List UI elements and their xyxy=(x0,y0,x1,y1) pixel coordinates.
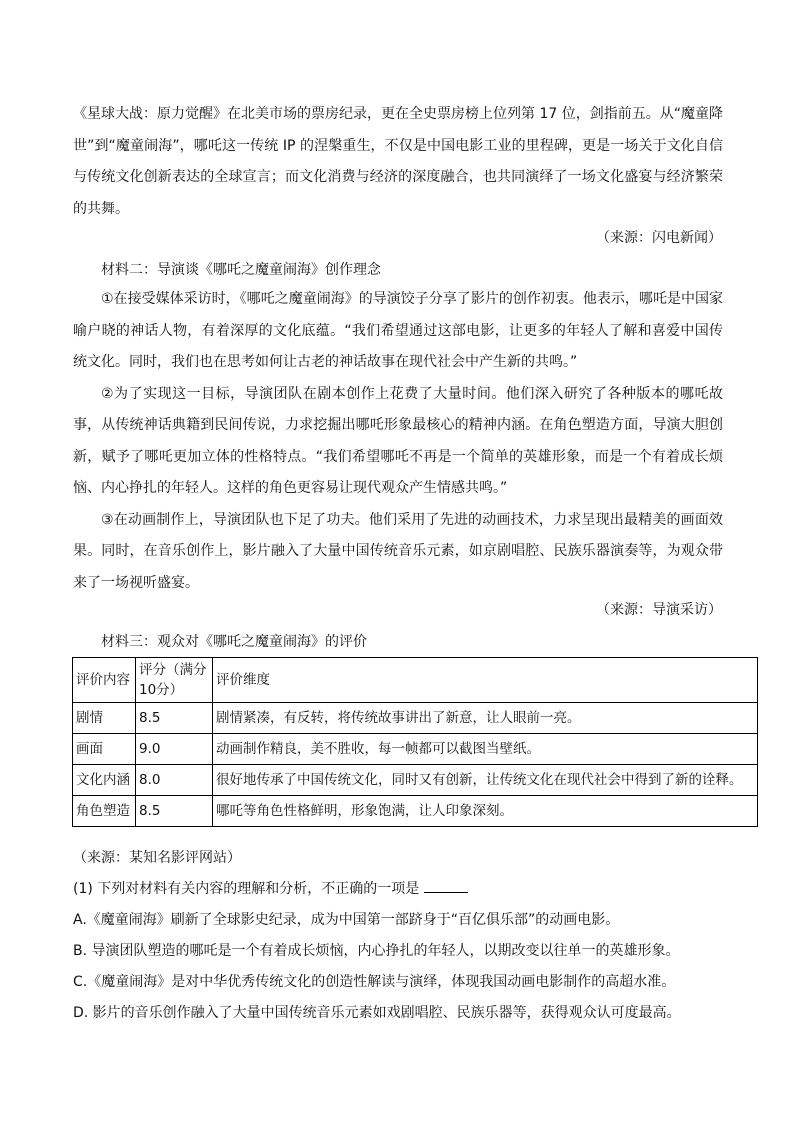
table-cell: 动画制作精良，美不胜收，每一帧都可以截图当壁纸。 xyxy=(213,734,758,765)
table-header-cell: 评价内容 xyxy=(73,658,136,703)
source-3: （来源：某知名影评网站） xyxy=(73,850,241,866)
table-cell: 9.0 xyxy=(136,734,213,765)
question-stem xyxy=(73,878,468,899)
table-header-row xyxy=(73,658,758,703)
option-b: B. 导演团队塑造的哪吒是一个有着成长烦恼，内心挣扎的年轻人，以期改变以往单一的英雄形象。 xyxy=(73,943,680,959)
table-header-cell: 评价维度 xyxy=(213,658,758,703)
table-cell: 哪吒等角色性格鲜明，形象饱满，让人印象深刻。 xyxy=(213,796,758,827)
table-cell: 画面 xyxy=(73,734,136,765)
source-2: （来源：导演采访） xyxy=(596,602,722,618)
material2-paragraph: ②为了实现这一目标，导演团队在剧本创作上花费了大量时间。他们深入研究了各种版本的哪吒故事，从传统神话典籍到民间传说，力求挖掘出哪吒形象最核心的精神内涵。在角色塑造方面，导演大胆创新，赋予了哪吒更加立体的性格特点。“我们希望哪吒不再是一个简单的英雄形象，而是一个有着成长烦恼、内心挣扎的年轻人。这样的角色更容易让现代观众产生情感共鸣。” xyxy=(73,385,723,496)
table-cell: 8.5 xyxy=(136,796,213,827)
table-header-cell: 评分（满分10分） xyxy=(136,658,213,703)
material2-body xyxy=(73,284,723,599)
material2-heading: 材料二：导演谈《哪吒之魔童闹海》创作理念 xyxy=(101,262,381,278)
table-cell: 文化内涵 xyxy=(73,765,136,796)
option-c: C.《魔童闹海》是对中华优秀传统文化的创造性解读与演绎，体现我国动画电影制作的高超水准。 xyxy=(73,974,676,990)
material2-paragraph: ①在接受媒体采访时，《哪吒之魔童闹海》的导演饺子分享了影片的创作初衷。他表示，哪吒是中国家喻户晓的神话人物，有着深厚的文化底蕴。“我们希望通过这部电影，让更多的年轻人了解和喜爱中国传统文化。同时，我们也在思考如何让古老的神话故事在现代社会中产生新的共鸣。” xyxy=(73,291,723,370)
option-d: D. 影片的音乐创作融入了大量中国传统音乐元素如戏剧唱腔、民族乐器等，获得观众认可度最高。 xyxy=(73,1005,681,1021)
table-cell: 8.5 xyxy=(136,703,213,734)
table-cell: 剧情 xyxy=(73,703,136,734)
table-cell: 剧情紧凑，有反转，将传统故事讲出了新意，让人眼前一亮。 xyxy=(213,703,758,734)
table-cell: 8.0 xyxy=(136,765,213,796)
table-row xyxy=(73,796,758,827)
intro-block xyxy=(73,99,723,225)
table-row xyxy=(73,765,758,796)
intro-paragraph: 《星球大战：原力觉醒》在北美市场的票房纪录，更在全史票房榜上位列第 17 位，剑指前五。从“魔童降世”到“魔童闹海”，哪吒这一传统 IP 的涅槃重生，不仅是中国电影工业的里程碑，更是一场关于文化自信与传统文化创新表达的全球宣言；而文化消费与经济的深度融合，也共同演绎了一场文化盛宴与经济繁荣的共舞。 xyxy=(73,106,723,217)
table-cell: 很好地传承了中国传统文化，同时又有创新，让传统文化在现代社会中得到了新的诠释。 xyxy=(213,765,758,796)
answer-blank[interactable] xyxy=(424,878,468,893)
material3-heading: 材料三：观众对《哪吒之魔童闹海》的评价 xyxy=(101,634,367,650)
table-row xyxy=(73,703,758,734)
material2-paragraph: ③在动画制作上，导演团队也下足了功夫。他们采用了先进的动画技术，力求呈现出最精美的画面效果。同时，在音乐创作上，影片融入了大量中国传统音乐元素，如京剧唱腔、民族乐器演奏等，为观众带来了一场视听盛宴。 xyxy=(73,511,723,591)
table-cell: 角色塑造 xyxy=(73,796,136,827)
question-stem-text: (1) 下列对材料有关内容的理解和分析，不正确的一项是 xyxy=(73,881,420,897)
table-row xyxy=(73,734,758,765)
option-a: A.《魔童闹海》刷新了全球影史纪录，成为中国第一部跻身于“百亿俱乐部”的动画电影。 xyxy=(73,912,620,928)
evaluation-table xyxy=(72,657,758,827)
source-1: （来源：闪电新闻） xyxy=(596,230,722,246)
